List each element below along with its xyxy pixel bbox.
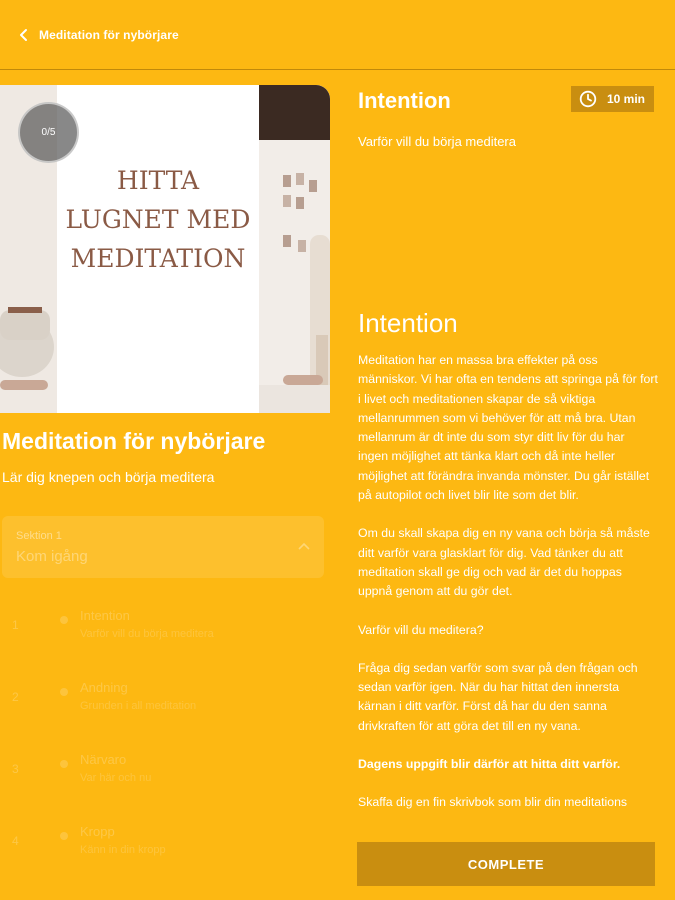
- lesson-number: 4: [12, 834, 19, 848]
- hero-text-line-2: LUGNET MED: [65, 205, 251, 234]
- lesson-title: Kropp: [80, 824, 115, 839]
- article-paragraph: Fråga dig sedan varför som svar på den frågan och sedan varför igen. När du har hittat den innersta kärnan i ditt varför. Först då har du den sanna drivkraften för att göra det till en ny vana.: [358, 660, 638, 733]
- lesson-number: 3: [12, 762, 19, 776]
- lesson-item[interactable]: [0, 740, 330, 806]
- lesson-status-dot: [60, 760, 68, 768]
- lesson-status-dot: [60, 688, 68, 696]
- course-progress-badge: 0/5: [18, 102, 79, 163]
- article-paragraph: Meditation har en massa bra effekter på oss människor. Vi har ofta en tendens att springa på för fort i livet och meditationen skapar de så viktiga mellanrummen som vi behöver för att må bra. Utan mellanrum är dt inte du som styr ditt liv för du har ingen möjlighet att tänka klart och då inte heller möjlighet att förändra invanda mönster. Du går istället på autopilot och livet blir lite som det blir.: [358, 353, 658, 503]
- clock-icon: [579, 90, 597, 108]
- lesson-status-dot: [60, 616, 68, 624]
- article-paragraph: Skaffa dig en fin skrivbok som blir din meditations: [358, 795, 628, 810]
- lesson-item[interactable]: [0, 668, 330, 734]
- lesson-subtitle: Var här och nu: [80, 772, 152, 784]
- lesson-article[interactable]: [358, 308, 658, 830]
- section-label: Sektion 1: [16, 530, 62, 542]
- hero-text-line-3: MEDITATION: [70, 244, 246, 273]
- course-title: Meditation för nybörjare: [2, 428, 266, 454]
- lesson-number: 1: [12, 618, 19, 632]
- article-heading: Intention: [358, 308, 458, 338]
- chevron-up-icon: [298, 542, 310, 550]
- duration-badge: [571, 86, 654, 112]
- complete-button[interactable]: COMPLETE: [357, 842, 655, 886]
- course-subtitle: Lär dig knepen och börja meditera: [2, 469, 215, 485]
- lesson-item[interactable]: [0, 596, 330, 662]
- article-task: Dagens uppgift blir därför att hitta ditt varför.: [358, 757, 621, 772]
- lesson-title-heading: Intention: [358, 88, 451, 113]
- lesson-title: Närvaro: [80, 752, 127, 767]
- lesson-title: Intention: [80, 608, 130, 623]
- lesson-subtitle: Grunden i all meditation: [80, 700, 197, 712]
- article-paragraph: Varför vill du meditera?: [358, 622, 484, 637]
- app-header: [0, 0, 675, 70]
- lesson-title: Andning: [80, 680, 128, 695]
- article-paragraph: Om du skall skapa dig en ny vana och börja så måste ditt varför vara glasklart för dig. Vad tänker du att meditation skall ge dig och vad är det du hoppas uppnå genom att du gör det.: [358, 526, 650, 599]
- lesson-status-dot: [60, 832, 68, 840]
- duration-text: 10 min: [607, 92, 646, 106]
- section-name: Kom igång: [16, 548, 88, 565]
- lesson-number: 2: [12, 690, 19, 704]
- lesson-subtitle: Känn in din kropp: [80, 844, 166, 856]
- hero-text-line-1: HITTA: [116, 166, 200, 195]
- lesson-intro: Varför vill du börja meditera: [358, 134, 516, 149]
- chevron-left-icon[interactable]: [18, 28, 30, 42]
- lesson-item[interactable]: [0, 812, 330, 878]
- section-accordion[interactable]: [2, 516, 324, 578]
- header-title: Meditation för nybörjare: [39, 28, 179, 42]
- lesson-subtitle: Varför vill du börja meditera: [80, 628, 214, 640]
